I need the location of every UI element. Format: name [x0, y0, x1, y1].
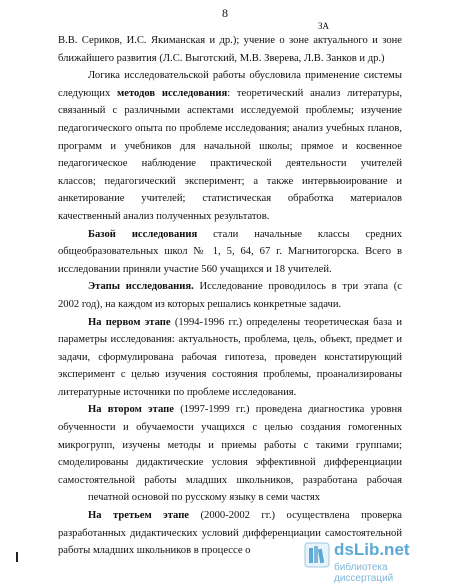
text-line: литературные источники по проблеме исследования.: [58, 386, 297, 398]
text-line: микрогрупп, изучены методы и приемы работы с такими группами;: [58, 439, 402, 451]
text-line: педагогического опыта по проблеме исследования; анализ учебных планов,: [58, 122, 402, 134]
text-line: общеобразовательных школ № 1, 5, 64, 67 г. Магнитогорска. Всего в: [58, 246, 402, 258]
text-line: ближайшего развития (Л.С. Выготский, М.В. Зверева, Л.В. Занков и др.): [58, 52, 385, 64]
watermark-title: dsLib.net: [334, 540, 410, 559]
text-line: [58, 314, 402, 332]
text-segment: (1994-1996 гг.) определены теоретическая база и: [170, 316, 402, 328]
text-line: программ и учебников для начальной школы; прямое и косвенное: [58, 140, 402, 152]
text-line: задачи, сформулирована рабочая гипотеза, проведен констатирующий: [58, 351, 402, 363]
stray-mark: ЗА: [318, 21, 330, 31]
books-logo-icon: [304, 542, 330, 568]
text-segment: следующих: [58, 87, 118, 99]
text-line: разработанных дидактических условий дифференциации самостоятельной: [58, 527, 402, 539]
text-line: [58, 278, 402, 296]
margin-mark: [16, 552, 18, 562]
text-line: связанный с различными аспектами исследуемой проблемы; изучение: [58, 105, 402, 117]
bold-term: На втором этапе: [88, 404, 174, 416]
text-segment: (2000-2002 гг.) осуществлена проверка: [200, 510, 402, 522]
text-line: В.В. Сериков, И.С. Якиманская и др.); учение о зоне актуального и зоне: [58, 35, 402, 46]
text-segment: Исследование проводилось в три этапа (с: [199, 281, 402, 293]
document-body: [58, 32, 402, 560]
text-line: смоделированы дидактические условия эффективной дифференциации: [58, 457, 402, 469]
text-segment: стали начальные классы средних: [197, 228, 402, 240]
bold-term: методов исследования: [117, 87, 228, 99]
text-line: классов; педагогический эксперимент; а также интервьюирование и: [58, 175, 402, 187]
bold-term: На первом этапе: [88, 316, 171, 328]
bold-term: Этапы исследования.: [88, 281, 194, 293]
text-segment: (1997-1999 гг.) проведена диагностика уровня: [173, 404, 402, 416]
text-segment: : теоретический анализ литературы,: [227, 87, 402, 99]
bold-term: Базой исследования: [88, 228, 198, 240]
text-line: [58, 226, 402, 244]
text-line: обученности и обучаемости учащихся с целью создания гомогенных: [58, 422, 402, 434]
text-line: [58, 401, 402, 419]
text-line: [58, 85, 402, 103]
text-line: Логика исследовательской работы обусловила применение системы: [88, 70, 402, 82]
text-line: [58, 507, 402, 525]
page-number: 8: [222, 6, 228, 20]
text-line: печатной основой по русскому языку в семи частях: [88, 492, 321, 504]
text-line: педагогическое наблюдение практической деятельности учителей: [58, 158, 402, 170]
text-line: исследовании приняли участие 560 учащихся и 18 учителей.: [58, 263, 332, 275]
text-line: эксперимент с целью изучения состояния проблемы, проанализированы: [58, 369, 402, 381]
text-line: самостоятельной работы младших школьников, разработана рабочая: [58, 474, 402, 486]
text-line: качественный анализ полученных результатов.: [58, 210, 270, 222]
bold-term: На третьем этапе: [88, 510, 190, 522]
watermark-subtitle: библиотека диссертаций: [334, 562, 394, 584]
text-line: анкетирование учителей; статистическая обработка материалов: [58, 193, 402, 205]
text-line: работы младших школьников в процессе о: [58, 545, 251, 557]
dslib-watermark[interactable]: [304, 540, 442, 584]
text-line: параметры исследования: актуальность, проблема, цель, объект, предмет и: [58, 334, 402, 346]
text-line: 2002 год), на каждом из которых решались конкретные задачи.: [58, 298, 342, 310]
